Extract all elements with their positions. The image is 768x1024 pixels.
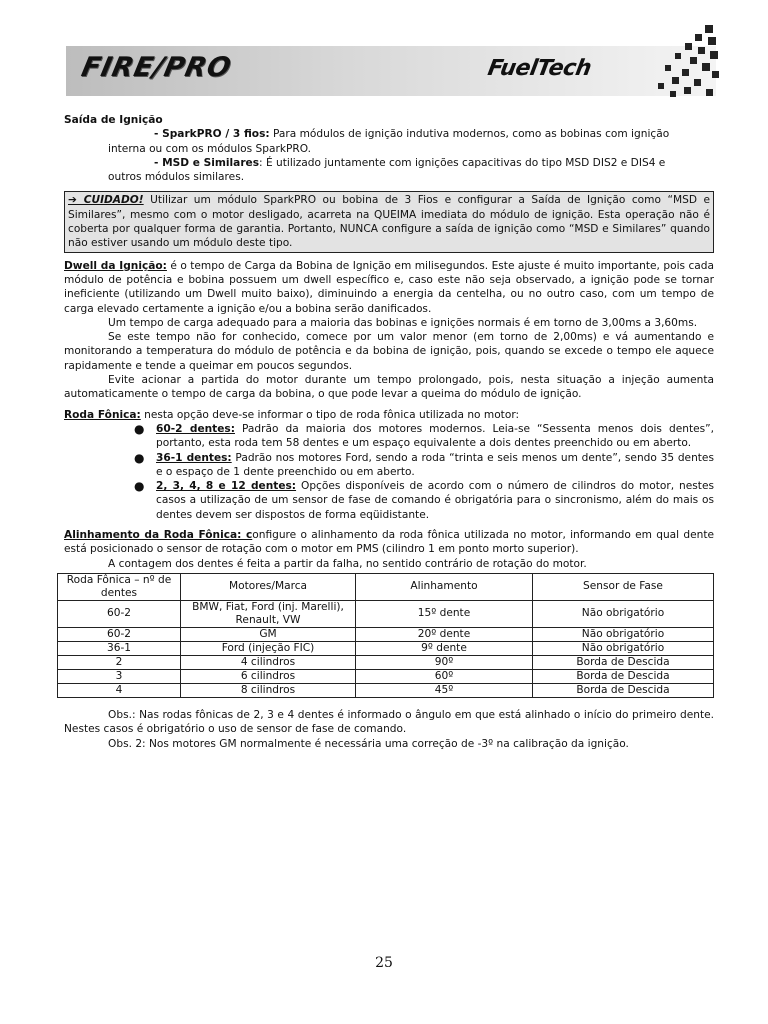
sparkpro-label: - SparkPRO / 3 fios: bbox=[154, 128, 270, 141]
table-cell: 4 cilindros bbox=[181, 655, 356, 669]
dwell-p1: é o tempo de Carga da Bobina de Ignição em milisegundos. Este ajuste é muito importante, pois cada módulo de potência e bobina possuem um dwell específico e, caso este não seja observado, a ignição pode se tornar ineficiente (utilizando um Dwell muito baixo), diminuindo a energia da centelha, ou no outro caso, com um tempo de carga elevado certamente a ignição e/ou a bobina serão danificados. bbox=[64, 259, 715, 315]
saida-title: Saída de Ignição bbox=[64, 114, 163, 126]
table-cell: 3 bbox=[58, 669, 181, 683]
table-cell: 45º bbox=[356, 683, 533, 697]
bullet-icon: ● bbox=[134, 450, 145, 465]
table-cell: Não obrigatório bbox=[533, 600, 714, 627]
alinhamento-p2: A contagem dos dentes é feita a partir da falha, no sentido contrário de rotação do motor. bbox=[108, 557, 587, 570]
table-cell: GM bbox=[181, 627, 356, 641]
list-item bbox=[134, 450, 714, 480]
table-header: Roda Fônica – nº de dentes bbox=[58, 573, 181, 600]
dwell-p3: Se este tempo não for conhecido, comece por um valor menor (em torno de 2,00ms) e vá aumentando e monitorando a temperatura do módulo de potência e da bobina de ignição, pois, quando se excede o tempo ele aquece rapidamente e tende a queimar em poucos segundos. bbox=[64, 331, 714, 372]
bullet-icon: ● bbox=[134, 479, 145, 494]
msd-cont: outros módulos similares. bbox=[108, 171, 245, 184]
list-item bbox=[134, 479, 715, 522]
alinhamento-text: onfigure o alinhamento da roda fônica utilizada no motor, informando em qual dente está posicionado o sensor de rotação com o motor em PMS (cilindro 1 em ponto morto superior). bbox=[64, 529, 714, 556]
roda-title: Roda Fônica: bbox=[64, 408, 141, 421]
table-cell: Borda de Descida bbox=[533, 655, 714, 669]
bullet-text: Opções disponíveis de acordo com o número de cilindros do motor, nestes casos a utilização de um sensor de fase de comando é obrigatória para o sincronismo, além do mais os dentes devem ser dispostos de forma eqüidistante. bbox=[156, 480, 715, 521]
caution-label: ➔ CUIDADO! bbox=[68, 194, 144, 207]
document-body bbox=[64, 113, 714, 751]
sparkpro-cont: interna ou com os módulos SparkPRO. bbox=[108, 142, 312, 155]
dwell-p4: Evite acionar a partida do motor durante um tempo prolongado, pois, nesta situação a injeção aumenta automaticamente o tempo de carga da bobina, o que pode levar a queima do módulo de ignição. bbox=[64, 374, 714, 401]
roda-text: nesta opção deve-se informar o tipo de roda fônica utilizada no motor: bbox=[140, 408, 520, 421]
bullet-icon: ● bbox=[134, 421, 145, 436]
table-row bbox=[58, 641, 714, 655]
bullet-text: Padrão nos motores Ford, sendo a roda “trinta e seis menos um dente”, sendo 35 dentes e o espaço de 1 dente preenchido ou em aberto. bbox=[156, 451, 714, 478]
table-cell: 90º bbox=[356, 655, 533, 669]
page-number: 25 bbox=[375, 955, 393, 971]
obs-1: Obs.: Nas rodas fônicas de 2, 3 e 4 dentes é informado o ângulo em que está alinhado o início do primeiro dente. Nestes casos é obrigatório o uso de sensor de fase de comando. bbox=[64, 708, 714, 736]
bullet-label: 2, 3, 4, 8 e 12 dentes: bbox=[156, 480, 297, 493]
table-cell: 9º dente bbox=[356, 641, 533, 655]
table-cell: 4 bbox=[58, 683, 181, 697]
table-row bbox=[58, 600, 714, 627]
fueltech-logo: FuelTech bbox=[485, 56, 594, 81]
table-row bbox=[58, 669, 714, 683]
obs-2: Obs. 2: Nos motores GM normalmente é necessária uma correção de -3º na calibração da ignição. bbox=[108, 737, 629, 750]
msd-text: : É utilizado juntamente com ignições capacitivas do tipo MSD DIS2 e DIS4 e bbox=[259, 156, 666, 169]
dwell-p2: Um tempo de carga adequado para a maioria das bobinas e ignições normais é em torno de 3,00ms a 3,60ms. bbox=[108, 316, 698, 329]
table-header-row bbox=[58, 573, 714, 600]
alinhamento-paragraph bbox=[64, 528, 714, 557]
table-cell: Borda de Descida bbox=[533, 669, 714, 683]
table-cell: 60-2 bbox=[58, 627, 181, 641]
table-cell: Ford (injeção FIC) bbox=[181, 641, 356, 655]
table-cell: 8 cilindros bbox=[181, 683, 356, 697]
dwell-paragraph bbox=[64, 259, 714, 316]
alignment-table bbox=[57, 573, 714, 698]
table-header: Motores/Marca bbox=[181, 573, 356, 600]
firepro-logo: FIRE/PRO bbox=[78, 52, 235, 83]
roda-paragraph bbox=[64, 408, 714, 422]
bullet-text: Padrão da maioria dos motores modernos. Leia-se “Sessenta menos dois dentes”, portanto, esta roda tem 58 dentes e um espaço equivalente a dois dentes preenchido ou em aberto. bbox=[156, 422, 714, 450]
table-cell: 60-2 bbox=[58, 600, 181, 627]
list-item bbox=[134, 421, 714, 451]
table-cell: Borda de Descida bbox=[533, 683, 714, 697]
sparkpro-text: Para módulos de ignição indutiva modernos, como as bobinas com ignição bbox=[269, 128, 670, 141]
alinhamento-title: Alinhamento da Roda Fônica: c bbox=[64, 529, 253, 542]
table-cell: 6 cilindros bbox=[181, 669, 356, 683]
table-cell: 15º dente bbox=[356, 600, 533, 627]
checkered-flag-icon bbox=[650, 25, 720, 100]
table-row bbox=[58, 655, 714, 669]
table-cell: 20º dente bbox=[356, 627, 533, 641]
bullet-label: 60-2 dentes: bbox=[156, 422, 235, 435]
table-cell: Não obrigatório bbox=[533, 641, 714, 655]
table-row bbox=[58, 683, 714, 697]
caution-box bbox=[64, 191, 714, 252]
table-row bbox=[58, 627, 714, 641]
table-cell: 36-1 bbox=[58, 641, 181, 655]
msd-line bbox=[64, 156, 714, 170]
table-cell: BMW, Fiat, Ford (inj. Marelli), Renault, VW bbox=[181, 600, 356, 627]
table-cell: 60º bbox=[356, 669, 533, 683]
dwell-title: Dwell da Ignição: bbox=[64, 259, 167, 272]
sparkpro-line bbox=[64, 127, 714, 141]
table-header: Sensor de Fase bbox=[533, 573, 714, 600]
table-cell: Não obrigatório bbox=[533, 627, 714, 641]
table-cell: 2 bbox=[58, 655, 181, 669]
roda-bullet-list bbox=[64, 422, 714, 522]
bullet-label: 36-1 dentes: bbox=[156, 451, 232, 464]
msd-label: - MSD e Similares bbox=[154, 156, 260, 169]
table-header: Alinhamento bbox=[356, 573, 533, 600]
caution-text: Utilizar um módulo SparkPRO ou bobina de 3 Fios e configurar a Saída de Ignição como “MSD e Similares”, mesmo com o motor desligado, acarreta na QUEIMA imediata do módulo de ignição. Esta operação não é coberta por qualquer forma de garantia. Portanto, NUNCA configure a saída de ignição como “MSD e Similares” quando não estiver usando um módulo deste tipo. bbox=[68, 194, 711, 250]
